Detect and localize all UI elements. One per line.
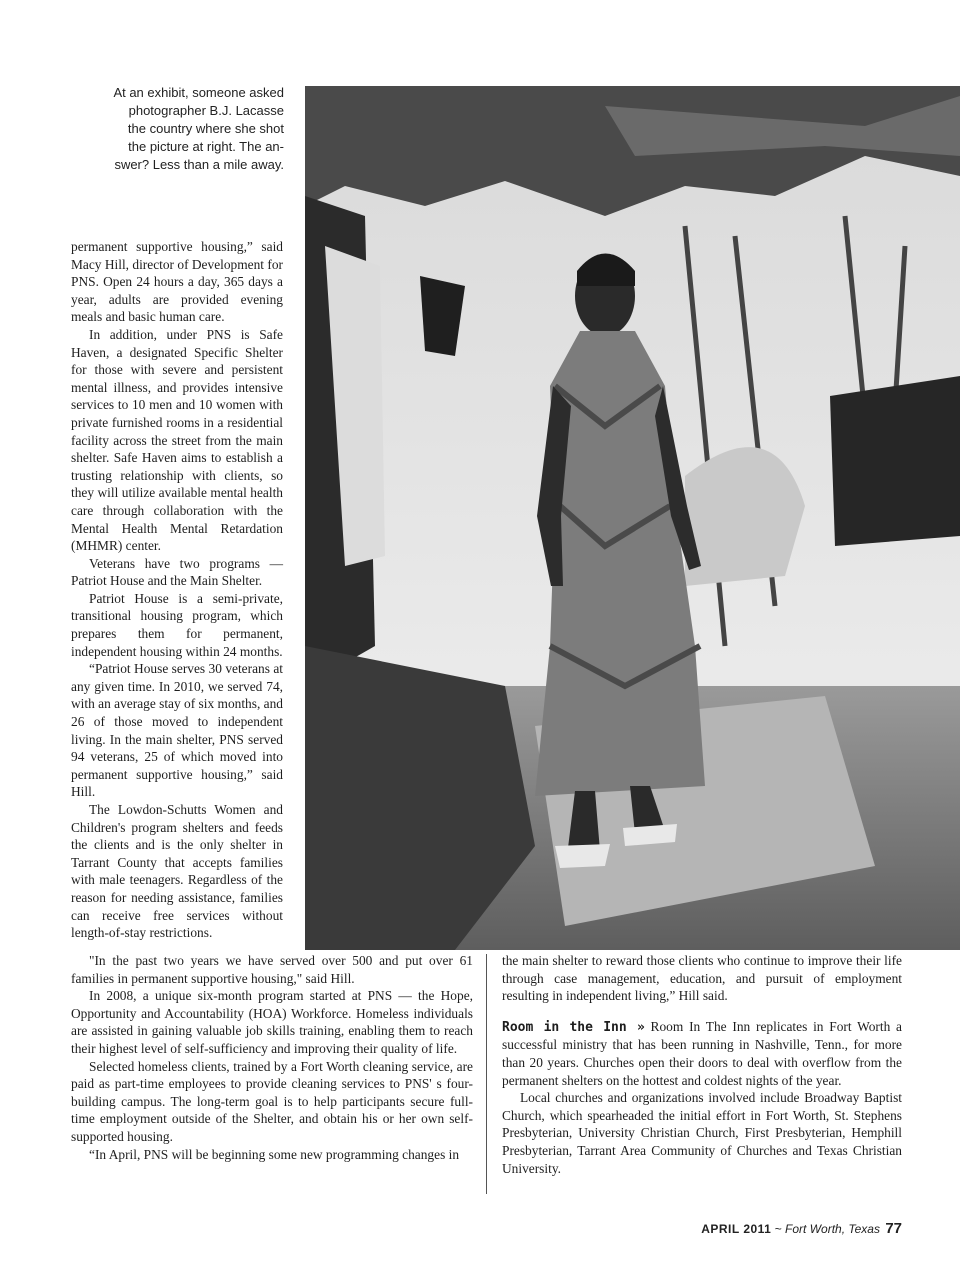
page-footer [701,1220,902,1237]
encampment-photo [305,86,960,950]
section-spacer [502,1005,902,1018]
paragraph: “In April, PNS will be beginning some new programming changes in [89,1146,460,1162]
paragraph: The Lowdon-Schutts Women and Children's program shelters and feeds the clients and is the only shelter in Tarrant County that accepts families with male teenagers. Regardless of the reason for needing assistance, families can receive free services without length-of-stay restrictions. [71,802,283,941]
photo-illustration [305,86,960,950]
paragraph: “Patriot House serves 30 veterans at any given time. In 2010, we served 74, with an average stay of six months, and 26 of those moved to independent living. In the main shelter, PNS served 94 veterans, 25 of which moved into permanent supportive housing,” said Hill. [71,661,283,800]
photo-caption [96,84,284,174]
section-subhead: Room in the Inn » [502,1019,645,1035]
page-number: 77 [885,1220,902,1237]
paragraph: Selected homeless clients, trained by a Fort Worth cleaning service, are paid as part-time employees to provide cleaning services to PNS' s four-building campus. The long-term goal is to help participants secure full-time employment outside of the Shelter, and obtain his or her own self-supported housing. [71,1058,473,1144]
caption-line: the country where she shot [127,121,284,136]
paragraph: permanent supportive housing,” said Macy Hill, director of Development for PNS. Open 24 hours a day, 365 days a year, adults are provided evening meals and basic human care. [71,239,283,325]
subhead-body: Room In The Inn replicates in Fort Worth a successful ministry that has been running in Nashville, Tenn., for more than 20 years. Churches open their doors to deal with overflow from the permanent shelters on the hottest and coldest nights of the year. [502,1018,902,1088]
caption-line: photographer B.J. Lacasse [128,103,284,118]
subhead-paragraph [502,1018,902,1089]
paragraph: Patriot House is a semi-private, transitional housing program, which prepares them for permanent, independent housing within 24 months. [71,590,283,659]
paragraph: the main shelter to reward those clients who continue to improve their life through case management, education, and pursuit of employment resulting in independent living,” Hill said. [502,953,902,1004]
article-column-1 [71,238,283,942]
paragraph: In 2008, a unique six-month program started at PNS — the Hope, Opportunity and Accountability (HOA) Workforce. Homeless individuals are assisted in gaining valuable job skills training, enabling them to reach their highest level of self-sufficiency and improving their quality of life. [71,988,473,1056]
caption-line: the picture at right. The an- [128,139,284,154]
paragraph: In addition, under PNS is Safe Haven, a designated Specific Shelter for those with severe and persistent mental illness, and provides intensive services to 10 men and 10 women with private furnished rooms in a residential facility across the street from the main shelter. Safe Haven aims to establish a trusting relationship with clients, so they will utilize available mental health care through collaboration with the Mental Health Mental Retardation (MHMR) center. [71,326,283,554]
publication-city: Fort Worth, Texas [785,1222,880,1236]
column-divider [486,954,487,1194]
right-tarp [830,376,960,546]
caption-line: At an exhibit, someone asked [113,85,284,100]
paragraph: Local churches and organizations involved include Broadway Baptist Church, which spearheaded the initial effort in Fort Worth, St. Stephens Presbyterian, University Christian Church, First Presbyterian, Hemphill Presbyterian, Tarrant Area Community of Churches and Texas Christian University. [502,1090,902,1176]
article-column-2 [71,952,473,1163]
issue-date: APRIL 2011 [701,1222,772,1236]
article-column-3 [502,952,902,1177]
paragraph: "In the past two years we have served over 500 and put over 61 families in permanent supportive housing," said Hill. [71,953,473,986]
caption-line: swer? Less than a mile away. [114,157,284,172]
paragraph: Veterans have two programs — Patriot House and the Main Shelter. [71,555,283,589]
tent [685,447,805,586]
footer-separator: ~ [771,1222,786,1236]
